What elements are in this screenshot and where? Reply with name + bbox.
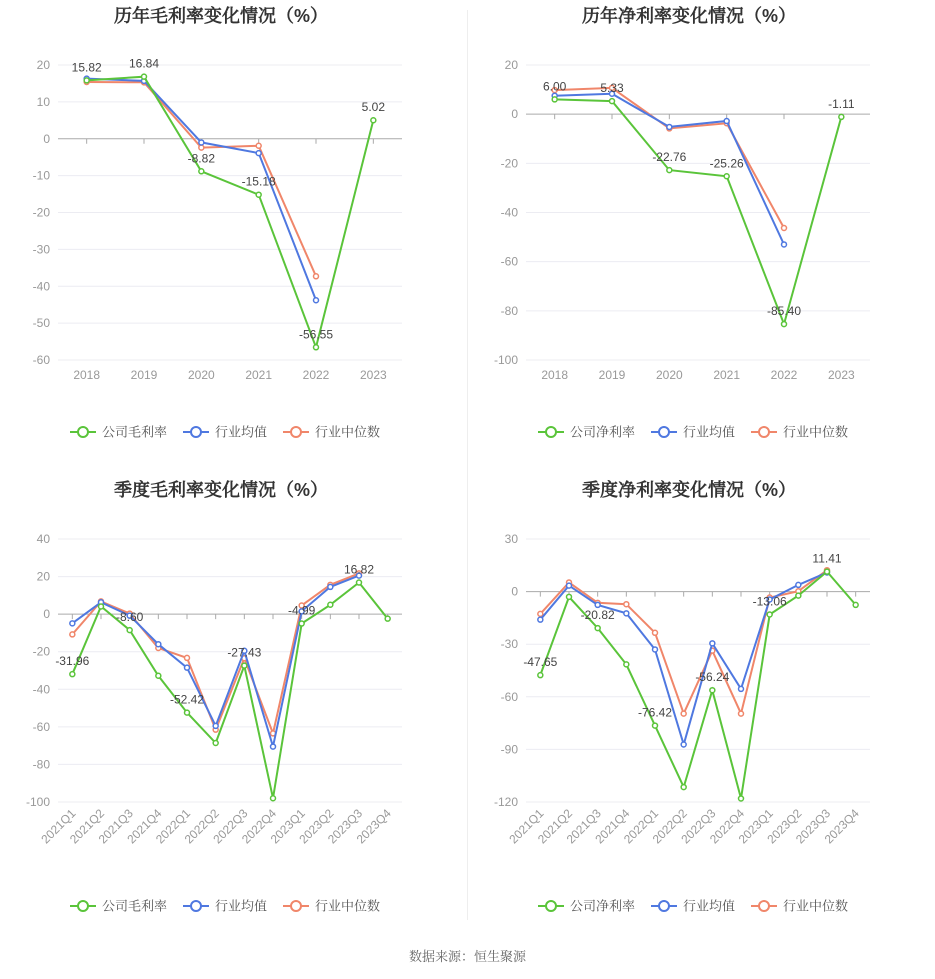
legend-marker: [78, 901, 88, 911]
data-label: -85.40: [766, 304, 802, 319]
data-point-company: [199, 169, 204, 174]
data-point-avg: [681, 742, 686, 747]
legend-item-median: [751, 899, 848, 914]
data-label: 5.33: [600, 81, 624, 96]
x-tick-label: 2021: [713, 368, 741, 382]
data-point-company: [256, 192, 261, 197]
chart-svg: [468, 474, 935, 944]
legend-marker: [659, 901, 669, 911]
data-point-company: [127, 628, 132, 633]
data-point-company: [242, 663, 247, 668]
legend-label: 公司净利率: [570, 424, 636, 440]
chart-title: 历年净利率变化情况（%）: [581, 6, 797, 26]
legend-marker: [191, 901, 201, 911]
x-tick-label: 2020: [187, 368, 215, 382]
x-tick-label: 2022Q4: [239, 806, 280, 847]
data-point-avg: [739, 686, 744, 691]
y-tick-label: 0: [43, 131, 50, 146]
legend-marker: [291, 901, 301, 911]
data-label: 5.02: [361, 100, 386, 115]
x-tick-label: 2023Q3: [793, 806, 834, 847]
legend-marker: [546, 427, 556, 437]
data-label: -15.18: [241, 174, 276, 189]
x-tick-label: 2022Q2: [649, 806, 690, 847]
data-point-company: [739, 796, 744, 801]
data-point-avg: [595, 602, 600, 607]
y-tick-label: -30: [500, 637, 518, 652]
data-point-avg: [538, 617, 543, 622]
legend-item-median: [283, 899, 380, 914]
legend-label: 行业中位数: [783, 898, 849, 914]
data-point-company: [299, 621, 304, 626]
y-tick-label: -50: [32, 316, 50, 331]
data-point-company: [724, 174, 729, 179]
data-point-median: [739, 711, 744, 716]
data-point-avg: [710, 641, 715, 646]
data-point-company: [185, 710, 190, 715]
data-label: 16.82: [343, 562, 375, 577]
x-tick-label: 2023Q2: [296, 806, 337, 847]
chart-annual-gross-margin: [0, 0, 467, 470]
data-point-company: [567, 594, 572, 599]
data-point-company: [213, 741, 218, 746]
x-tick-label: 2021Q4: [124, 806, 165, 847]
y-tick-label: 20: [504, 58, 518, 72]
y-tick-label: 0: [511, 584, 518, 599]
x-tick-label: 2021Q2: [67, 806, 108, 847]
data-point-median: [314, 274, 319, 279]
data-point-company: [70, 672, 75, 677]
y-tick-label: 10: [36, 94, 50, 109]
x-tick-label: 2021Q1: [506, 806, 547, 847]
data-point-company: [385, 616, 390, 621]
data-point-avg: [567, 583, 572, 588]
legend-item-avg: [651, 425, 735, 440]
y-tick-label: 0: [43, 607, 50, 622]
series-line-median: [87, 82, 316, 276]
legend-item-company: [538, 425, 635, 440]
legend-label: 行业均值: [215, 898, 268, 914]
x-tick-label: 2023Q1: [267, 806, 308, 847]
x-tick-label: 2021Q4: [592, 806, 633, 847]
x-tick-label: 2021Q1: [38, 806, 79, 847]
y-tick-label: -60: [500, 254, 518, 269]
data-point-company: [767, 612, 772, 617]
y-tick-label: -20: [32, 205, 50, 220]
legend-label: 行业均值: [215, 424, 268, 440]
data-point-avg: [667, 124, 672, 129]
data-point-avg: [653, 647, 658, 652]
y-tick-label: -100: [493, 353, 518, 367]
chart-svg: [0, 0, 467, 470]
x-tick-label: 2023Q3: [325, 806, 366, 847]
data-point-company: [624, 662, 629, 667]
data-label: -1.11: [828, 96, 855, 111]
x-tick-label: 2022Q3: [210, 806, 251, 847]
y-tick-label: -120: [493, 795, 518, 809]
data-point-avg: [185, 665, 190, 670]
legend-label: 行业中位数: [315, 898, 381, 914]
data-point-company: [681, 785, 686, 790]
series-line-company: [540, 572, 855, 799]
y-tick-label: -10: [32, 168, 50, 183]
legend-label: 行业均值: [683, 898, 736, 914]
y-tick-label: -30: [32, 242, 50, 257]
data-point-company: [710, 688, 715, 693]
data-point-company: [538, 673, 543, 678]
data-point-company: [156, 673, 161, 678]
x-tick-label: 2022: [770, 368, 798, 382]
x-tick-label: 2019: [598, 368, 626, 382]
data-point-company: [84, 78, 89, 83]
data-point-avg: [256, 151, 261, 156]
data-label: -8.82: [187, 151, 216, 166]
data-label: -76.42: [637, 705, 673, 720]
data-point-avg: [199, 140, 204, 145]
data-point-company: [314, 345, 319, 350]
chart-quarterly-net-margin: [468, 474, 935, 944]
y-tick-label: 20: [36, 569, 50, 584]
legend-marker: [546, 901, 556, 911]
data-label: -20.82: [580, 608, 615, 623]
data-point-company: [667, 168, 672, 173]
x-tick-label: 2021Q3: [95, 806, 136, 847]
data-label: -4.99: [287, 603, 316, 618]
legend-marker: [759, 901, 769, 911]
legend-item-company: [70, 899, 167, 914]
y-tick-label: -60: [32, 719, 50, 734]
x-tick-label: 2022Q3: [678, 806, 719, 847]
data-point-avg: [156, 642, 161, 647]
data-label: -27.43: [227, 645, 262, 660]
data-point-company: [552, 97, 557, 102]
data-point-company: [595, 626, 600, 631]
legend-marker: [78, 427, 88, 437]
x-tick-label: 2022Q4: [707, 806, 748, 847]
x-tick-label: 2022Q1: [153, 806, 194, 847]
data-point-median: [256, 143, 261, 148]
data-point-company: [653, 723, 658, 728]
data-point-avg: [314, 298, 319, 303]
data-point-median: [70, 632, 75, 637]
legend-label: 行业中位数: [783, 424, 849, 440]
series-line-avg: [72, 576, 359, 747]
data-point-company: [853, 602, 858, 607]
y-tick-label: -40: [32, 279, 50, 294]
y-tick-label: -80: [32, 757, 50, 772]
data-label: -56.55: [298, 327, 334, 342]
data-point-median: [681, 711, 686, 716]
chart-svg: [0, 474, 467, 944]
data-point-company: [142, 74, 147, 79]
legend-item-company: [70, 425, 167, 440]
legend-label: 行业中位数: [315, 424, 381, 440]
x-tick-label: 2021Q3: [563, 806, 604, 847]
legend-marker: [291, 427, 301, 437]
data-point-avg: [624, 611, 629, 616]
legend-item-avg: [651, 899, 735, 914]
x-tick-label: 2023Q1: [735, 806, 776, 847]
data-label: -47.65: [523, 655, 558, 670]
y-tick-label: -20: [500, 156, 518, 171]
series-line-median: [72, 573, 359, 733]
data-source-note: 数据来源：恒生聚源: [408, 949, 526, 964]
legend-marker: [191, 427, 201, 437]
y-tick-label: -40: [500, 205, 518, 220]
data-point-company: [610, 99, 615, 104]
legend-marker: [659, 427, 669, 437]
chart-title: 季度毛利率变化情况（%）: [113, 480, 329, 500]
data-label: 16.84: [128, 56, 160, 71]
y-tick-label: -100: [25, 795, 50, 809]
data-point-company: [782, 322, 787, 327]
data-point-avg: [782, 242, 787, 247]
data-point-median: [653, 630, 658, 635]
chart-svg: [468, 0, 935, 470]
x-tick-label: 2021Q2: [535, 806, 576, 847]
data-point-median: [199, 145, 204, 150]
x-tick-label: 2023Q4: [821, 806, 862, 847]
data-point-median: [782, 225, 787, 230]
y-tick-label: 0: [511, 107, 518, 122]
x-tick-label: 2021: [245, 368, 273, 382]
data-point-company: [796, 593, 801, 598]
x-tick-label: 2022Q2: [181, 806, 222, 847]
y-tick-label: 20: [36, 58, 50, 72]
data-point-company: [271, 796, 276, 801]
x-tick-label: 2023: [359, 368, 387, 382]
chart-quarterly-gross-margin: [0, 474, 467, 944]
x-tick-label: 2023: [827, 368, 855, 382]
legend-item-avg: [183, 425, 267, 440]
data-point-company: [371, 118, 376, 123]
x-tick-label: 2022: [302, 368, 330, 382]
data-point-company: [328, 602, 333, 607]
data-point-median: [624, 602, 629, 607]
legend-item-company: [538, 899, 635, 914]
x-tick-label: 2023Q4: [353, 806, 394, 847]
legend-marker: [759, 427, 769, 437]
data-label: 11.41: [812, 551, 842, 566]
y-tick-label: -90: [500, 742, 518, 757]
data-label: -8.60: [115, 610, 144, 625]
x-tick-label: 2023Q2: [764, 806, 805, 847]
series-line-company: [555, 99, 842, 324]
data-point-company: [839, 114, 844, 119]
y-tick-label: -20: [32, 644, 50, 659]
data-point-company: [825, 569, 830, 574]
legend-item-avg: [183, 899, 267, 914]
data-label: 6.00: [542, 79, 567, 94]
data-label: 15.82: [71, 60, 102, 75]
chart-title: 季度净利率变化情况（%）: [581, 480, 797, 500]
data-point-avg: [328, 584, 333, 589]
legend-item-median: [283, 425, 380, 440]
data-point-avg: [213, 723, 218, 728]
chart-annual-net-margin: [468, 0, 935, 470]
data-point-median: [538, 611, 543, 616]
data-point-avg: [271, 744, 276, 749]
y-tick-label: -40: [32, 682, 50, 697]
legend-label: 公司毛利率: [102, 424, 168, 440]
data-point-median: [185, 655, 190, 660]
data-label: -56.24: [695, 670, 730, 685]
data-label: -52.42: [169, 692, 205, 707]
data-point-company: [99, 604, 104, 609]
legend-label: 公司毛利率: [102, 898, 168, 914]
series-line-avg: [87, 79, 316, 301]
x-tick-label: 2018: [541, 368, 569, 382]
x-tick-label: 2018: [73, 368, 101, 382]
legend-item-median: [751, 425, 848, 440]
series-line-company: [87, 77, 374, 348]
data-point-company: [357, 580, 362, 585]
y-tick-label: 30: [504, 532, 518, 546]
y-tick-label: -60: [32, 353, 50, 367]
data-label: -13.06: [752, 594, 787, 609]
data-point-avg: [724, 119, 729, 124]
y-tick-label: -60: [500, 689, 518, 704]
data-label: -25.26: [709, 156, 744, 171]
y-tick-label: 40: [36, 532, 50, 546]
data-label: -22.76: [652, 150, 687, 165]
x-tick-label: 2020: [655, 368, 683, 382]
data-label: -31.96: [55, 654, 90, 669]
legend-label: 公司净利率: [570, 898, 636, 914]
x-tick-label: 2019: [130, 368, 158, 382]
data-point-avg: [70, 621, 75, 626]
chart-title: 历年毛利率变化情况（%）: [113, 6, 329, 26]
legend-label: 行业均值: [683, 424, 736, 440]
y-tick-label: -80: [500, 303, 518, 318]
x-tick-label: 2022Q1: [621, 806, 662, 847]
data-point-avg: [796, 582, 801, 587]
